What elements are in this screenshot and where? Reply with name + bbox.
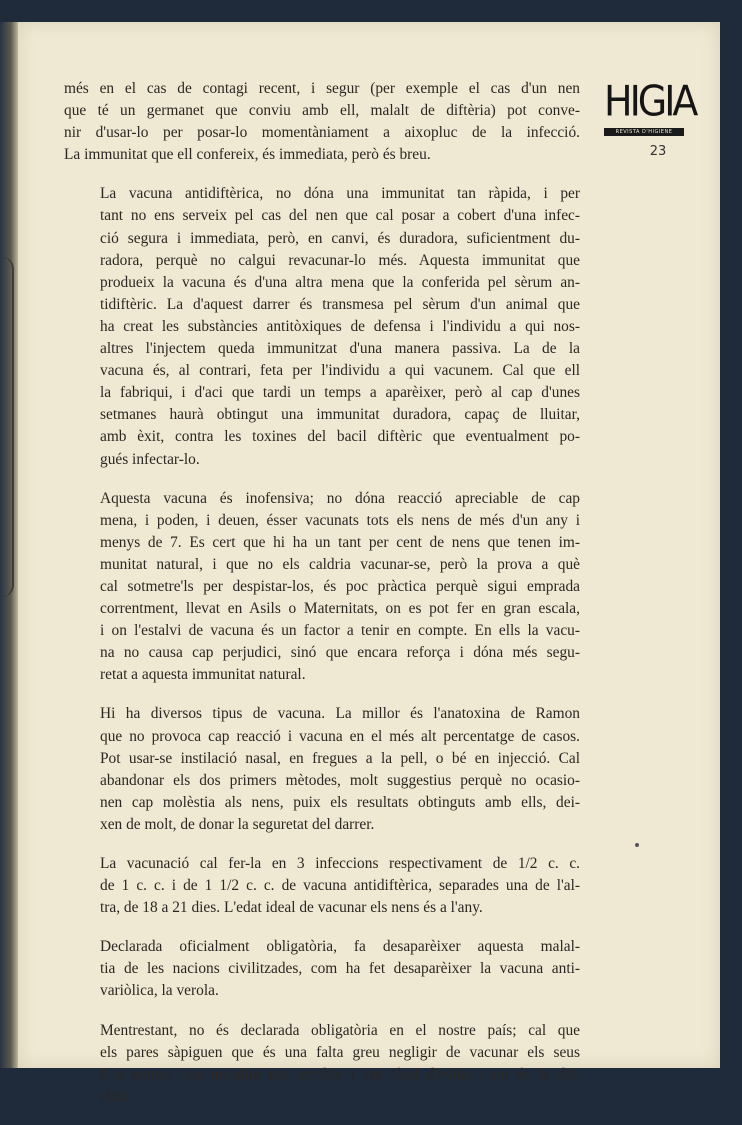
article-body bbox=[64, 78, 580, 1125]
text-line: fills contra una malaltia tan temible i tan fàcil d'evitar com és la dif- bbox=[100, 1065, 580, 1083]
text-line: cal sotmetre'ls per despistar-los, és poc pràctica perquè sigui emprada bbox=[100, 577, 580, 595]
text-line: que no provoca cap reacció i vacuna en el més alt percentatge de casos. bbox=[100, 727, 580, 745]
text-line: tra, de 18 a 21 dies. L'edat ideal de vacunar els nens és a l'any. bbox=[100, 899, 483, 917]
text-line: de 1 c. c. i de 1 1/2 c. c. de vacuna antidiftèrica, separades una de l'al- bbox=[100, 877, 580, 895]
text-line: més en el cas de contagi recent, i segur (per exemple el cas d'un nen bbox=[64, 80, 580, 97]
text-line: La immunitat que ell confereix, és immediata, però és breu. bbox=[64, 146, 431, 164]
text-line: tia de les nacions civilitzades, com ha fet desaparèixer la vacuna anti- bbox=[100, 960, 580, 978]
paragraph bbox=[64, 183, 580, 470]
text-line: setmanes haurà obtingut una immunitat duradora, capaç de lluitar, bbox=[100, 406, 580, 424]
text-line: tant no ens serveix pel cas del nen que cal posar a cobert d'una infec- bbox=[100, 207, 580, 225]
text-line: vacuna és, al contrari, feta per l'individu a qui vacunem. Cal que ell bbox=[100, 362, 580, 380]
text-line: menys de 7. Es cert que hi ha un tant per cent de nens que tenen im- bbox=[100, 533, 580, 551]
journal-logo bbox=[604, 76, 696, 136]
text-line: que té un germanet que conviu amb ell, malalt de diftèria) pot conve- bbox=[64, 102, 580, 120]
logo-subtitle: REVISTA D'HIGIENE bbox=[604, 128, 684, 136]
text-line: gués infectar-lo. bbox=[100, 450, 200, 468]
paragraph bbox=[64, 78, 580, 166]
text-line: La vacuna antidiftèrica, no dóna una immunitat tan ràpida, i per bbox=[100, 185, 580, 203]
text-line: ha creat les substàncies antitòxiques de defensa i l'individu a qui nos- bbox=[100, 317, 580, 335]
text-line: mena, i poden, i deuen, ésser vacunats tots els nens de més d'un any i bbox=[100, 511, 580, 529]
paragraph bbox=[64, 1020, 580, 1108]
text-line: Mentrestant, no és declarada obligatòria en el nostre país; cal que bbox=[100, 1021, 580, 1039]
text-line: la fabriqui, i d'aci que tardi un temps a aparèixer, però al cap d'unes bbox=[100, 384, 580, 402]
text-line: nir d'usar-lo per posar-lo momentàniament a aixopluc de la infecció. bbox=[64, 124, 580, 142]
text-line: correntment, llevat en Asils o Maternitats, on es pot fer en gran escala, bbox=[100, 600, 580, 618]
text-line: i on l'estalvi de vacuna és un factor a tenir en compte. En ells la vacu- bbox=[100, 622, 580, 640]
text-line: munitat natural, i que no els caldria vacunar-se, però la prova a què bbox=[100, 555, 580, 573]
facing-page-edge bbox=[2, 257, 14, 597]
text-line: xen de molt, de donar la seguretat del darrer. bbox=[100, 815, 375, 833]
text-line: Declarada oficialment obligatòria, fa desaparèixer aquesta malal- bbox=[100, 938, 580, 956]
paragraph bbox=[64, 853, 580, 919]
logo-wordmark: HIGIA bbox=[604, 76, 696, 126]
text-line: tèria. bbox=[100, 1087, 132, 1105]
text-line: retat a aquesta immunitat natural. bbox=[100, 666, 306, 684]
text-line: La vacunació cal fer-la en 3 infeccions respectivament de 1/2 c. c. bbox=[100, 855, 580, 872]
text-line: Pot usar-se instilació nasal, en fregues a la pell, o bé en injecció. Cal bbox=[100, 749, 580, 767]
text-line: amb èxit, contra les toxines del bacil diftèric que eventualment po- bbox=[100, 428, 580, 446]
text-line: produeix la vacuna és d'una altra mena que la conferida pel sèrum an- bbox=[100, 273, 580, 291]
paragraph bbox=[64, 703, 580, 836]
text-line: variòlica, la verola. bbox=[100, 982, 219, 1000]
ink-speck bbox=[635, 843, 639, 847]
paragraph bbox=[64, 488, 580, 687]
text-line: Aquesta vacuna és inofensiva; no dóna reacció apreciable de cap bbox=[100, 489, 580, 507]
text-line: altres l'injectem queda immunitzat d'una manera passiva. La de la bbox=[100, 340, 580, 358]
paragraph bbox=[64, 936, 580, 1002]
text-line: els pares sàpiguen que és una falta greu negligir de vacunar els seus bbox=[100, 1043, 580, 1061]
text-line: Hi ha diversos tipus de vacuna. La millor és l'anatoxina de Ramon bbox=[100, 705, 580, 723]
text-line: abandonar els dos primers mètodes, molt suggestius perquè no ocasio- bbox=[100, 771, 580, 789]
text-line: tidiftèric. La d'aquest darrer és transmesa pel sèrum d'un animal que bbox=[100, 295, 580, 313]
text-line: na no causa cap perjudici, sinó que encara reforça i dóna més segu- bbox=[100, 644, 580, 662]
text-line: ció segura i immediata, però, en canvi, és duradora, suficientment du- bbox=[100, 229, 580, 247]
page-number: 23 bbox=[649, 144, 667, 159]
text-line: radora, perquè no calgui revacunar-lo més. Aquesta immunitat que bbox=[100, 251, 580, 269]
text-line: nen cap molèstia als nens, puix els resultats obtinguts amb ells, dei- bbox=[100, 793, 580, 811]
